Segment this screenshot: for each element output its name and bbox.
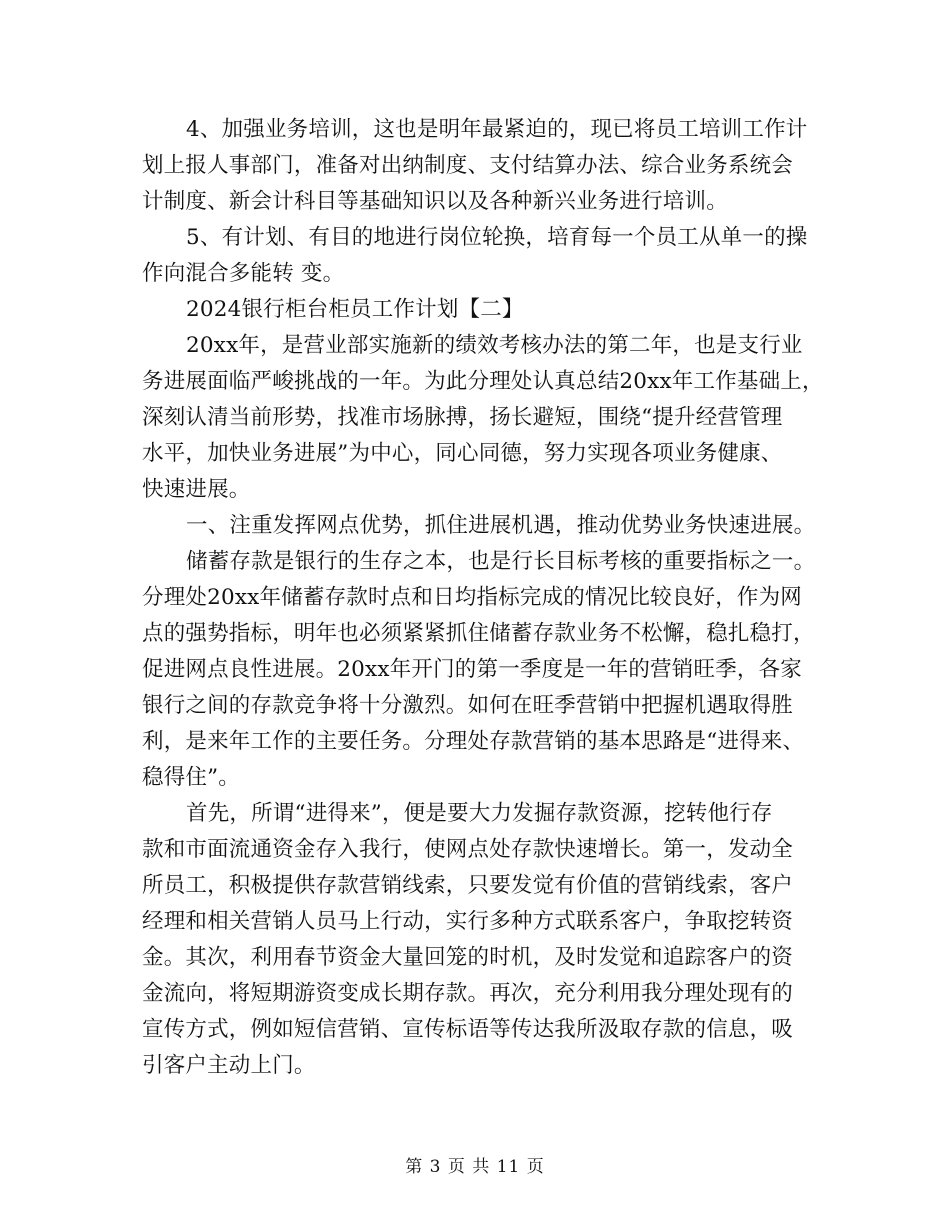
text-line: 稳得住”。 <box>142 765 240 790</box>
text-line: 5、有计划、有目的地进行岗位轮换，培育每一个员工从单一的操 <box>186 225 808 250</box>
text-line: 4、加强业务培训，这也是明年最紧迫的，现已将员工培训工作计 <box>186 117 808 142</box>
text-line: 划上报人事部门，准备对出纳制度、支付结算办法、综合业务系统会 <box>142 153 794 178</box>
section-heading: 2024银行柜台柜员工作计划【二】 <box>186 297 524 322</box>
text-line: 快速进展。 <box>142 477 251 502</box>
text-line: 银行之间的存款竞争将十分激烈。如何在旺季营销中把握机遇取得胜 <box>142 693 794 718</box>
text-line: 所员工，积极提供存款营销线索，只要发觉有价值的营销线索，客户 <box>142 873 794 898</box>
text-line: 分理处20xx年储蓄存款时点和日均指标完成的情况比较良好，作为网 <box>142 585 803 610</box>
text-line: 利，是来年工作的主要任务。分理处存款营销的基本思路是“进得来、 <box>142 729 805 754</box>
text-line: 经理和相关营销人员马上行动，实行多种方式联系客户，争取挖转资 <box>142 909 794 934</box>
text-line: 引客户主动上门。 <box>142 1053 316 1078</box>
text-line: 储蓄存款是银行的生存之本，也是行长目标考核的重要指标之一。 <box>186 549 816 574</box>
text-line: 款和市面流通资金存入我行，使网点处存款快速增长。第一，发动全 <box>142 837 794 862</box>
text-line: 点的强势指标，明年也必须紧紧抓住储蓄存款业务不松懈，稳扎稳打， <box>142 621 815 646</box>
text-line: 金流向，将短期游资变成长期存款。再次，充分利用我分理处现有的 <box>142 981 794 1006</box>
text-line: 计制度、新会计科目等基础知识以及各种新兴业务进行培训。 <box>142 189 728 214</box>
text-line: 水平，加快业务进展”为中心，同心同德，努力实现各项业务健康、 <box>142 441 783 466</box>
text-line: 20xx年，是营业部实施新的绩效考核办法的第二年，也是支行业 <box>186 333 803 358</box>
text-line: 首先，所谓“进得来”，便是要大力发掘存款资源，挖转他行存 <box>186 801 773 826</box>
text-line: 作向混合多能转 变。 <box>142 261 345 286</box>
document-page <box>142 112 824 1084</box>
subsection-heading: 一、注重发挥网点优势，抓住进展机遇，推动优势业务快速进展。 <box>186 513 816 538</box>
text-line: 宣传方式，例如短信营销、宣传标语等传达我所汲取存款的信息，吸 <box>142 1017 794 1042</box>
page-footer: 第 3 页 共 11 页 <box>405 1157 545 1177</box>
text-line: 金。其次，利用春节资金大量回笼的时机，及时发觉和追踪客户的资 <box>142 945 794 970</box>
text-line: 深刻认清当前形势，找准市场脉搏，扬长避短，围绕“提升经营管理 <box>142 405 783 430</box>
text-line: 务进展面临严峻挑战的一年。为此分理处认真总结20xx年工作基础上， <box>142 369 824 394</box>
text-line: 促进网点良性进展。20xx年开门的第一季度是一年的营销旺季，各家 <box>142 657 803 682</box>
